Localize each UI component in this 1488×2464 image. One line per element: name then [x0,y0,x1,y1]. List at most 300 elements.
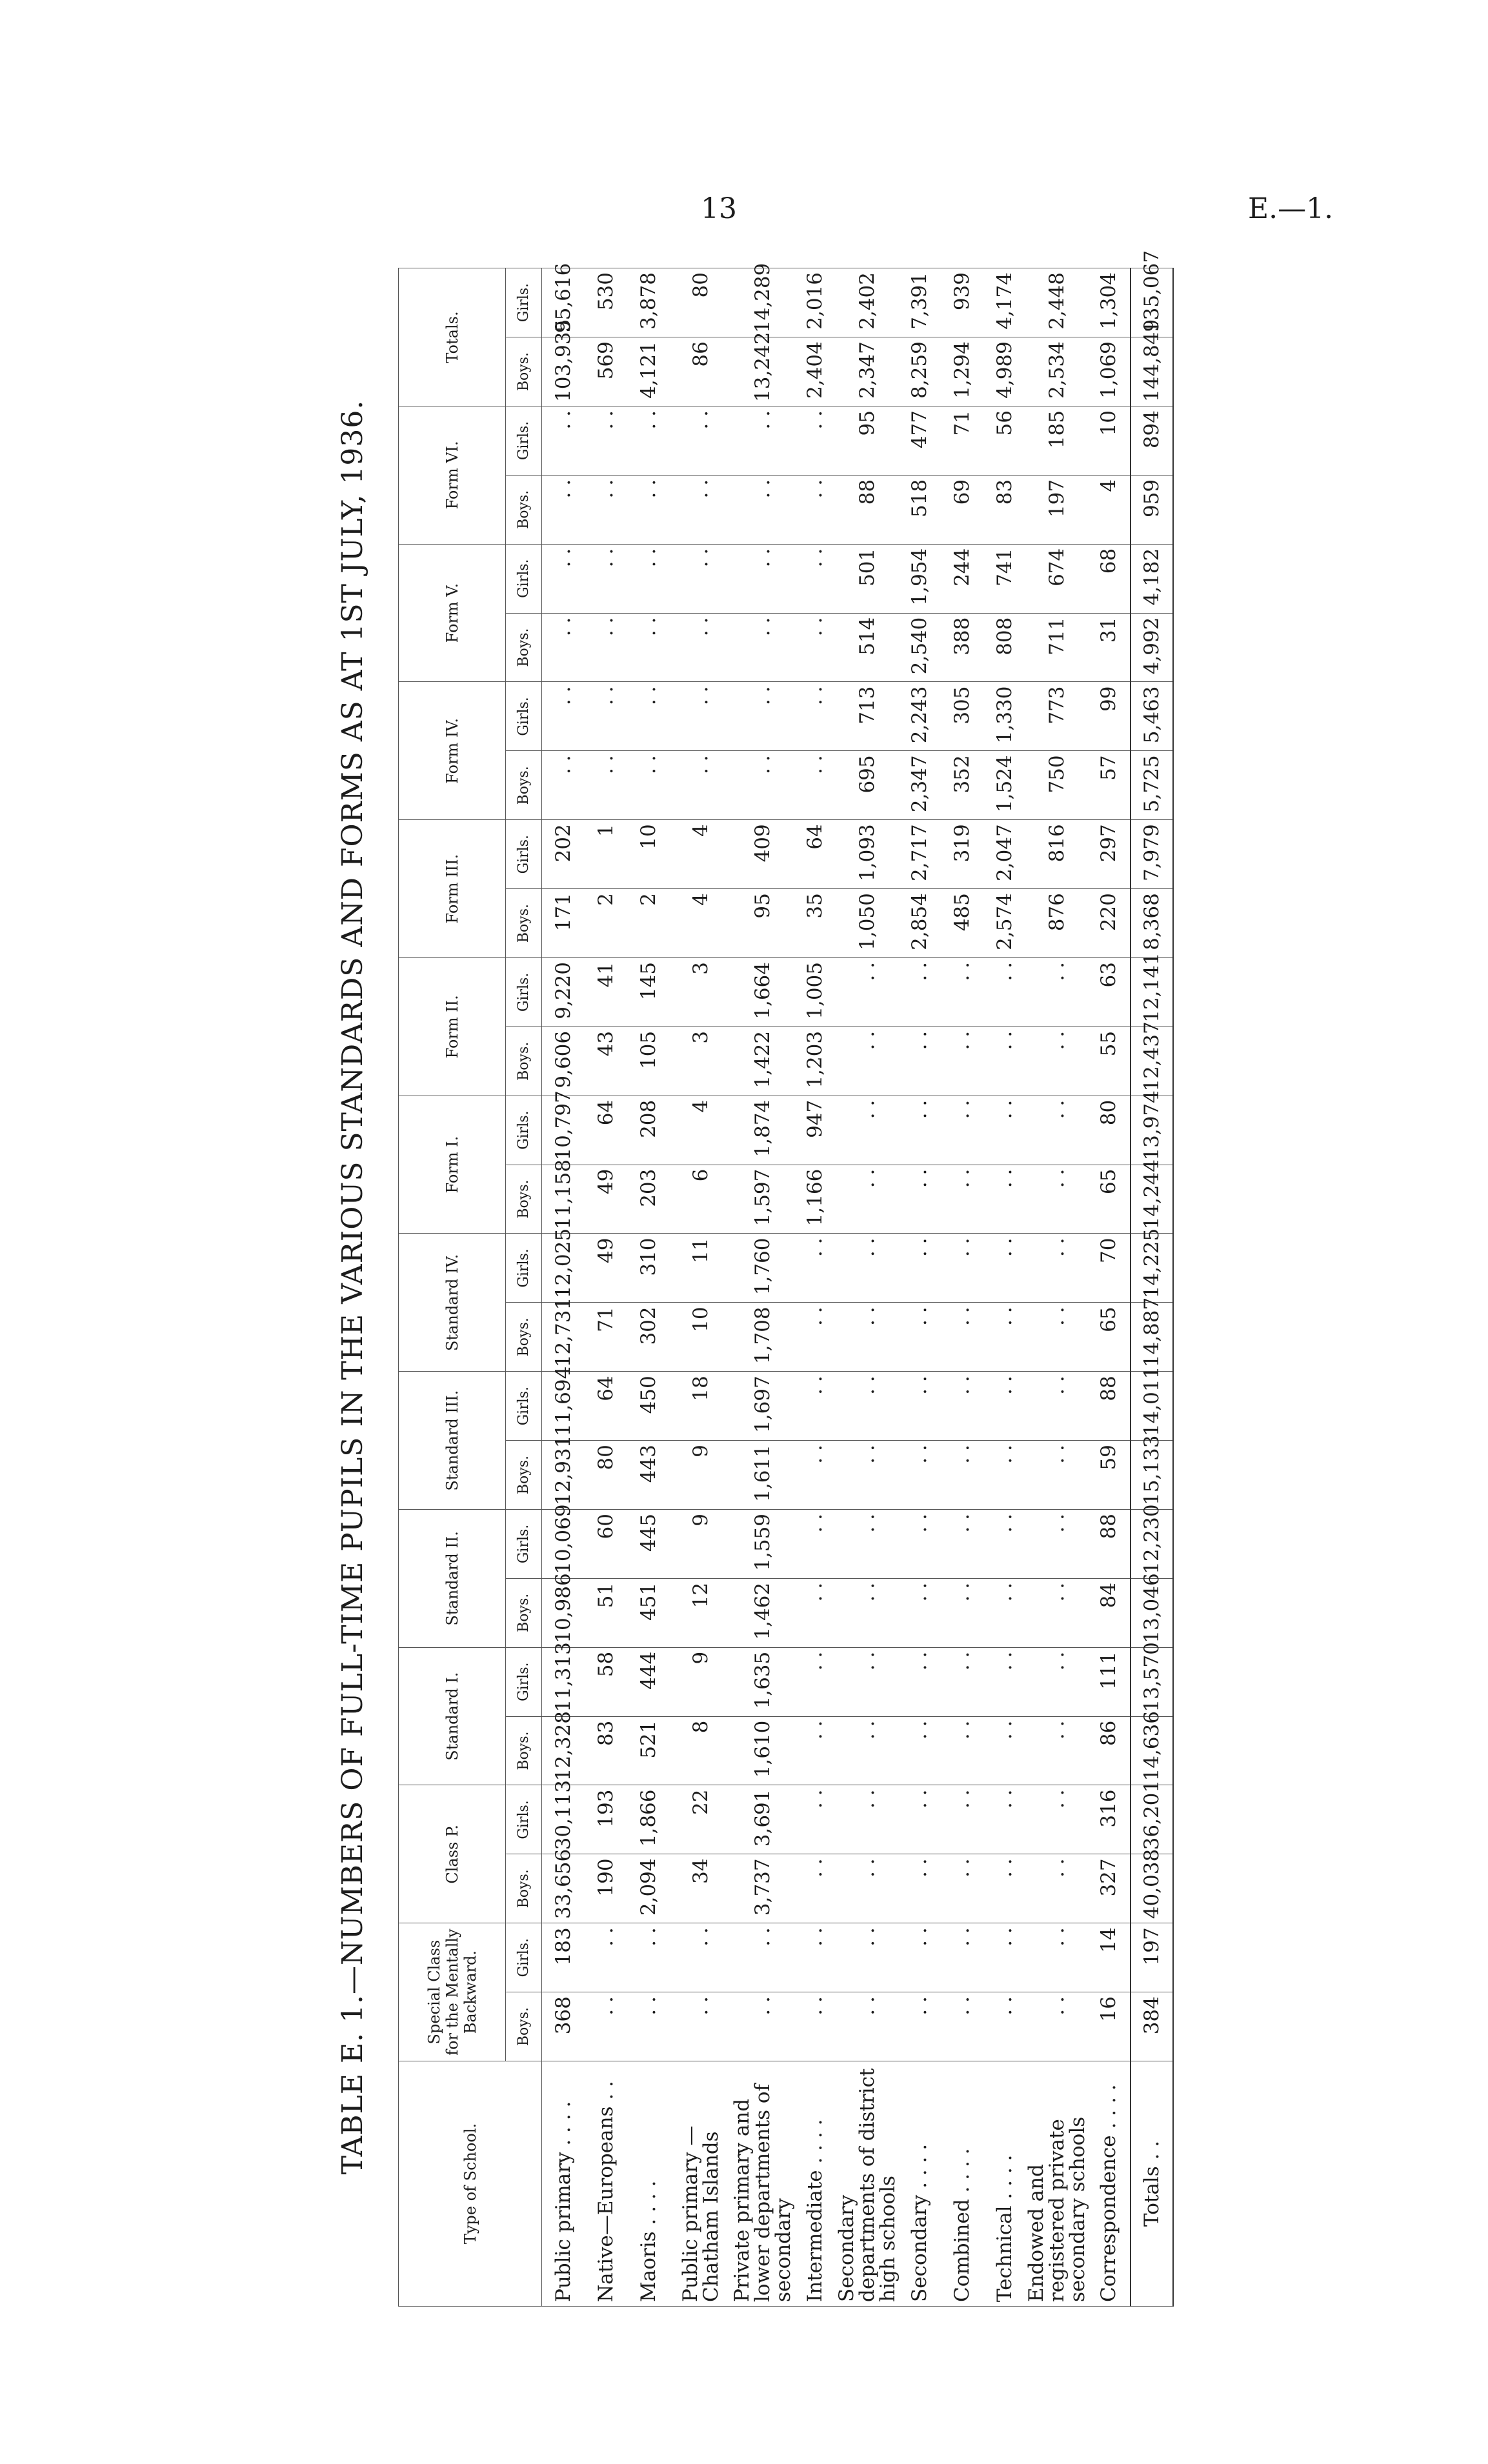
table-cell: 2,448 [1026,268,1088,337]
table-cell: . . [794,475,836,544]
table-cell: 10 [670,1303,732,1372]
table-cell: . . [983,1510,1026,1579]
table-cell: 1,294 [941,337,983,406]
school-type-label: Totals . . [1131,2061,1173,2307]
table-cell: 35 [794,889,836,958]
table-cell: . . [983,1854,1026,1923]
table-row [941,268,983,2307]
table-cell: . . [542,613,585,682]
table-cell: . . [670,475,732,544]
school-type-label: Maoris . . . . [627,2061,670,2307]
table-cell: 711 [1026,613,1088,682]
table-cell: . . [732,1992,794,2061]
table-cell: 1,559 [732,1510,794,1579]
table-cell: 518 [898,475,941,544]
table-cell: 1,069 [1088,337,1131,406]
table-cell: . . [898,958,941,1027]
table-cell: 388 [941,613,983,682]
table-cell: . . [732,544,794,613]
table-cell: . . [941,1854,983,1923]
table-cell: 13,242 [732,337,794,406]
table-cell: . . [941,1234,983,1303]
table-cell: 501 [836,544,898,613]
table-row [670,268,732,2307]
table-cell: . . [1026,1027,1088,1096]
table-cell: 10,986 [542,1578,585,1647]
girls-header: Girls. [506,1647,542,1716]
table-cell: 2,094 [627,1854,670,1923]
table-cell: 88 [1088,1372,1131,1441]
table-cell: 1,462 [732,1578,794,1647]
table-cell: . . [1026,1716,1088,1785]
girls-header: Girls. [506,1923,542,1992]
table-cell: . . [941,1441,983,1510]
table-cell: 1 [585,820,627,889]
table-cell: . . [794,1372,836,1441]
table-cell: 10,797 [542,1096,585,1165]
table-cell: . . [1026,1510,1088,1579]
rotated-table-frame [314,250,1172,2307]
table-cell: . . [627,1923,670,1992]
table-cell: . . [794,751,836,820]
table-cell: . . [627,682,670,751]
school-type-label: Native—Europeans . . [585,2061,627,2307]
totals-row [1131,268,1173,2307]
table-cell: 12,230 [1131,1510,1173,1579]
table-cell: . . [983,1647,1026,1716]
table-cell: 14 [1088,1923,1131,1992]
table-cell: 8 [670,1716,732,1785]
table-cell: . . [542,682,585,751]
table-cell: 2,016 [794,268,836,337]
school-type-label: Public primary — Chatham Islands [670,2061,732,2307]
table-cell: . . [732,1923,794,1992]
school-type-label: Secondary . . . . [898,2061,941,2307]
table-cell: 65 [1088,1303,1131,1372]
table-cell: 64 [585,1372,627,1441]
table-cell: 4 [670,820,732,889]
page-number: 13 [701,192,737,225]
table-cell: . . [670,751,732,820]
table-cell: 947 [794,1096,836,1165]
table-cell: . . [670,1923,732,1992]
table-cell: . . [1026,1372,1088,1441]
table-cell: . . [836,958,898,1027]
table-cell: 1,664 [732,958,794,1027]
table-cell: 183 [542,1923,585,1992]
table-cell: . . [983,1923,1026,1992]
table-cell: 384 [1131,1992,1173,2061]
table-cell: 2,404 [794,337,836,406]
table-cell: 297 [1088,820,1131,889]
group-header: Form IV. [399,682,506,820]
table-cell: 11 [670,1234,732,1303]
table-cell: 1,635 [732,1647,794,1716]
table-cell: 51 [585,1578,627,1647]
table-cell: 68 [1088,544,1131,613]
table-cell: . . [794,1303,836,1372]
table-cell: 1,610 [732,1716,794,1785]
table-cell: 959 [1131,475,1173,544]
table-cell: . . [836,1647,898,1716]
group-header: Form III. [399,820,506,958]
table-cell: 12,141 [1131,958,1173,1027]
table-cell: 2,402 [836,268,898,337]
table-cell: . . [542,475,585,544]
table-cell: 16 [1088,1992,1131,2061]
table-cell: 3,737 [732,1854,794,1923]
table-cell: . . [941,958,983,1027]
table-cell: 8,368 [1131,889,1173,958]
table-cell: . . [794,682,836,751]
table-cell: 1,708 [732,1303,794,1372]
table-cell: 14,636 [1131,1716,1173,1785]
table-cell: . . [898,1441,941,1510]
table-cell: . . [732,613,794,682]
table-cell: 1,203 [794,1027,836,1096]
table-cell: . . [898,1165,941,1234]
table-cell: 105 [627,1027,670,1096]
table-cell: 4 [1088,475,1131,544]
table-cell: 171 [542,889,585,958]
table-cell: . . [670,613,732,682]
table-cell: . . [836,1716,898,1785]
table-cell: 316 [1088,1785,1131,1854]
table-cell: . . [1026,1303,1088,1372]
table-cell: 83 [983,475,1026,544]
table-cell: 1,760 [732,1234,794,1303]
table-cell: 9,606 [542,1027,585,1096]
girls-header: Girls. [506,820,542,889]
school-type-label: Endowed and registered private secondary schools [1026,2061,1088,2307]
table-cell: . . [836,1372,898,1441]
table-cell: 60 [585,1510,627,1579]
table-cell: 3 [670,958,732,1027]
table-cell: 2,540 [898,613,941,682]
table-cell: 22 [670,1785,732,1854]
table-cell: . . [941,1578,983,1647]
table-cell: 7,979 [1131,820,1173,889]
group-header: Form VI. [399,406,506,545]
group-header-row [399,268,506,2307]
table-cell: . . [836,1785,898,1854]
table-cell: 7,391 [898,268,941,337]
table-cell: . . [1026,1785,1088,1854]
table-cell: . . [898,1372,941,1441]
table-cell: 443 [627,1441,670,1510]
table-cell: 2,047 [983,820,1026,889]
table-cell: 193 [585,1785,627,1854]
table-cell: . . [983,1992,1026,2061]
table-cell: 190 [585,1854,627,1923]
table-cell: . . [1026,1441,1088,1510]
table-cell: 444 [627,1647,670,1716]
table-cell: . . [898,1303,941,1372]
table-cell: 9 [670,1647,732,1716]
girls-header: Girls. [506,268,542,337]
table-cell: 445 [627,1510,670,1579]
table-cell: 808 [983,613,1026,682]
table-cell: 86 [670,337,732,406]
table-cell: . . [732,475,794,544]
table-cell: . . [898,1647,941,1716]
table-cell: . . [898,1096,941,1165]
boys-header: Boys. [506,1992,542,2061]
table-cell: 64 [794,820,836,889]
table-cell: . . [542,544,585,613]
table-cell: 485 [941,889,983,958]
table-cell: 695 [836,751,898,820]
school-type-label: Public primary . . . . [542,2061,585,2307]
table-cell: 2,574 [983,889,1026,958]
table-cell: 1,330 [983,682,1026,751]
table-cell: . . [585,406,627,476]
table-cell: 2,534 [1026,337,1088,406]
table-cell: 773 [1026,682,1088,751]
table-cell: . . [941,1027,983,1096]
table-cell: 5,725 [1131,751,1173,820]
table-cell: 5,463 [1131,682,1173,751]
table-cell: 368 [542,1992,585,2061]
boys-header: Boys. [506,1165,542,1234]
table-cell: 12,437 [1131,1027,1173,1096]
table-cell: . . [983,1303,1026,1372]
boys-header: Boys. [506,613,542,682]
table-cell: . . [794,406,836,476]
table-cell: 1,166 [794,1165,836,1234]
table-cell: 64 [585,1096,627,1165]
table-cell: 451 [627,1578,670,1647]
table-cell: 58 [585,1647,627,1716]
table-cell: . . [794,1785,836,1854]
table-cell: 88 [1088,1510,1131,1579]
table-cell: 144,849 [1131,337,1173,406]
table-cell: . . [983,1027,1026,1096]
table-cell: 95 [836,406,898,476]
document-reference: E.—1. [1248,192,1334,225]
table-cell: . . [794,1510,836,1579]
group-header: Standard I. [399,1647,506,1785]
table-cell: 86 [1088,1716,1131,1785]
table-cell: . . [542,406,585,476]
table-cell: 1,611 [732,1441,794,1510]
table-cell: 741 [983,544,1026,613]
table-cell: 3,691 [732,1785,794,1854]
table-cell: . . [794,1647,836,1716]
table-cell: . . [983,958,1026,1027]
table-cell: . . [941,1510,983,1579]
table-cell: 30,113 [542,1785,585,1854]
table-cell: 4,174 [983,268,1026,337]
table-cell: 111 [1088,1647,1131,1716]
table-cell: 14,225 [1131,1234,1173,1303]
table-cell: . . [898,1027,941,1096]
table-cell: . . [1026,1647,1088,1716]
table-cell: . . [941,1785,983,1854]
table-cell: 11,158 [542,1165,585,1234]
table-cell: 56 [983,406,1026,476]
table-cell: . . [627,544,670,613]
table-cell: . . [836,1096,898,1165]
table-cell: . . [836,1578,898,1647]
girls-header: Girls. [506,544,542,613]
table-cell: 70 [1088,1234,1131,1303]
table-row [1088,268,1131,2307]
table-cell: . . [670,406,732,476]
table-cell: . . [627,613,670,682]
table-cell: . . [983,1441,1026,1510]
table-cell: . . [627,406,670,476]
group-header: Special Class for the Mentally Backward. [399,1923,506,2061]
pupils-table [398,250,1174,2307]
table-cell: . . [898,1854,941,1923]
table-cell: 1,304 [1088,268,1131,337]
table-cell: 530 [585,268,627,337]
table-cell: 409 [732,820,794,889]
table-cell: 15,133 [1131,1441,1173,1510]
school-type-label: Intermediate . . . . [794,2061,836,2307]
table-cell: 9 [670,1441,732,1510]
table-cell: 2,717 [898,820,941,889]
table-cell: 40,038 [1131,1854,1173,1923]
table-cell: 12,931 [542,1441,585,1510]
table-cell: 2,243 [898,682,941,751]
boys-header: Boys. [506,475,542,544]
table-cell: 6 [670,1165,732,1234]
table-body [542,250,1173,2307]
table-cell: . . [732,682,794,751]
girls-header: Girls. [506,958,542,1027]
table-cell: 71 [941,406,983,476]
table-cell: 80 [670,268,732,337]
table-cell: 816 [1026,820,1088,889]
table-cell: 750 [1026,751,1088,820]
table-cell: . . [941,1372,983,1441]
table-cell: 95,616 [542,268,585,337]
table-cell: 220 [1088,889,1131,958]
table-cell: . . [627,751,670,820]
table-cell: 208 [627,1096,670,1165]
table-cell: 31 [1088,613,1131,682]
table-cell: 876 [1026,889,1088,958]
table-cell: 305 [941,682,983,751]
table-cell: 2,347 [898,751,941,820]
table-cell: 310 [627,1234,670,1303]
table-cell: 197 [1026,475,1088,544]
table-cell: . . [983,1372,1026,1441]
table-cell: 4 [670,1096,732,1165]
table-cell: . . [627,475,670,544]
table-cell: . . [898,1578,941,1647]
table-cell: . . [794,1923,836,1992]
table-cell: 2,347 [836,337,898,406]
table-cell: . . [542,751,585,820]
group-header: Standard II. [399,1510,506,1648]
table-cell: 674 [1026,544,1088,613]
table-cell: . . [836,1027,898,1096]
table-cell: . . [898,1992,941,2061]
table-cell: 3,878 [627,268,670,337]
table-title: TABLE E. 1.—NUMBERS OF FULL-TIME PUPILS IN THE VARIOUS STANDARDS AND FORMS AS AT 1ST JULY, 1936. [336,399,369,2175]
type-of-school-header: Type of School. [399,2061,542,2307]
table-cell: . . [941,1716,983,1785]
table-cell: . . [1026,1578,1088,1647]
table-cell: . . [898,1785,941,1854]
table-cell: 41 [585,958,627,1027]
girls-header: Girls. [506,1096,542,1165]
school-type-label: Combined . . . . [941,2061,983,2307]
table-cell: . . [732,751,794,820]
table-cell: . . [836,1510,898,1579]
table-cell: 14,289 [732,268,794,337]
table-cell: 302 [627,1303,670,1372]
table-cell: 84 [1088,1578,1131,1647]
school-type-label: Correspondence . . . . [1088,2061,1131,2307]
table-cell: 352 [941,751,983,820]
table-row [627,268,670,2307]
table-cell: 244 [941,544,983,613]
table-cell: . . [898,1510,941,1579]
boys-header: Boys. [506,337,542,406]
table-cell: 9 [670,1510,732,1579]
table-cell: . . [836,1854,898,1923]
school-type-label: Secondary departments of district high schools [836,2061,898,2307]
table-cell: 1,422 [732,1027,794,1096]
boys-header: Boys. [506,1303,542,1372]
table-cell: 88 [836,475,898,544]
table-cell: 59 [1088,1441,1131,1510]
table-cell: . . [836,1992,898,2061]
group-header: Class P. [399,1785,506,1923]
table-cell: 197 [1131,1923,1173,1992]
boys-header: Boys. [506,1716,542,1785]
table-cell: 2,854 [898,889,941,958]
table-cell: 1,597 [732,1165,794,1234]
table-cell: . . [794,1992,836,2061]
table-cell: 713 [836,682,898,751]
table-cell: . . [585,475,627,544]
table-row [898,268,941,2307]
table-cell: . . [983,1578,1026,1647]
table-cell: 10 [1088,406,1131,476]
table-cell: 55 [1088,1027,1131,1096]
table-cell: . . [983,1165,1026,1234]
table-cell: . . [585,751,627,820]
group-header: Standard IV. [399,1234,506,1372]
table-cell: 4,992 [1131,613,1173,682]
school-type-label: Technical . . . . [983,2061,1026,2307]
table-cell: 11,313 [542,1647,585,1716]
table-cell: 12,731 [542,1303,585,1372]
table-cell: 43 [585,1027,627,1096]
table-cell: 145 [627,958,670,1027]
table-cell: 49 [585,1165,627,1234]
table-cell: 99 [1088,682,1131,751]
table-cell: 2 [585,889,627,958]
boys-header: Boys. [506,1578,542,1647]
table-cell: . . [941,1303,983,1372]
table-cell: 34 [670,1854,732,1923]
table-cell: . . [794,1716,836,1785]
table-cell: 4,121 [627,337,670,406]
table-cell: 8,259 [898,337,941,406]
table-cell: . . [1026,1096,1088,1165]
table-cell: . . [983,1234,1026,1303]
table-cell: 1,874 [732,1096,794,1165]
table-cell: 514 [836,613,898,682]
girls-header: Girls. [506,406,542,476]
girls-header: Girls. [506,1785,542,1854]
